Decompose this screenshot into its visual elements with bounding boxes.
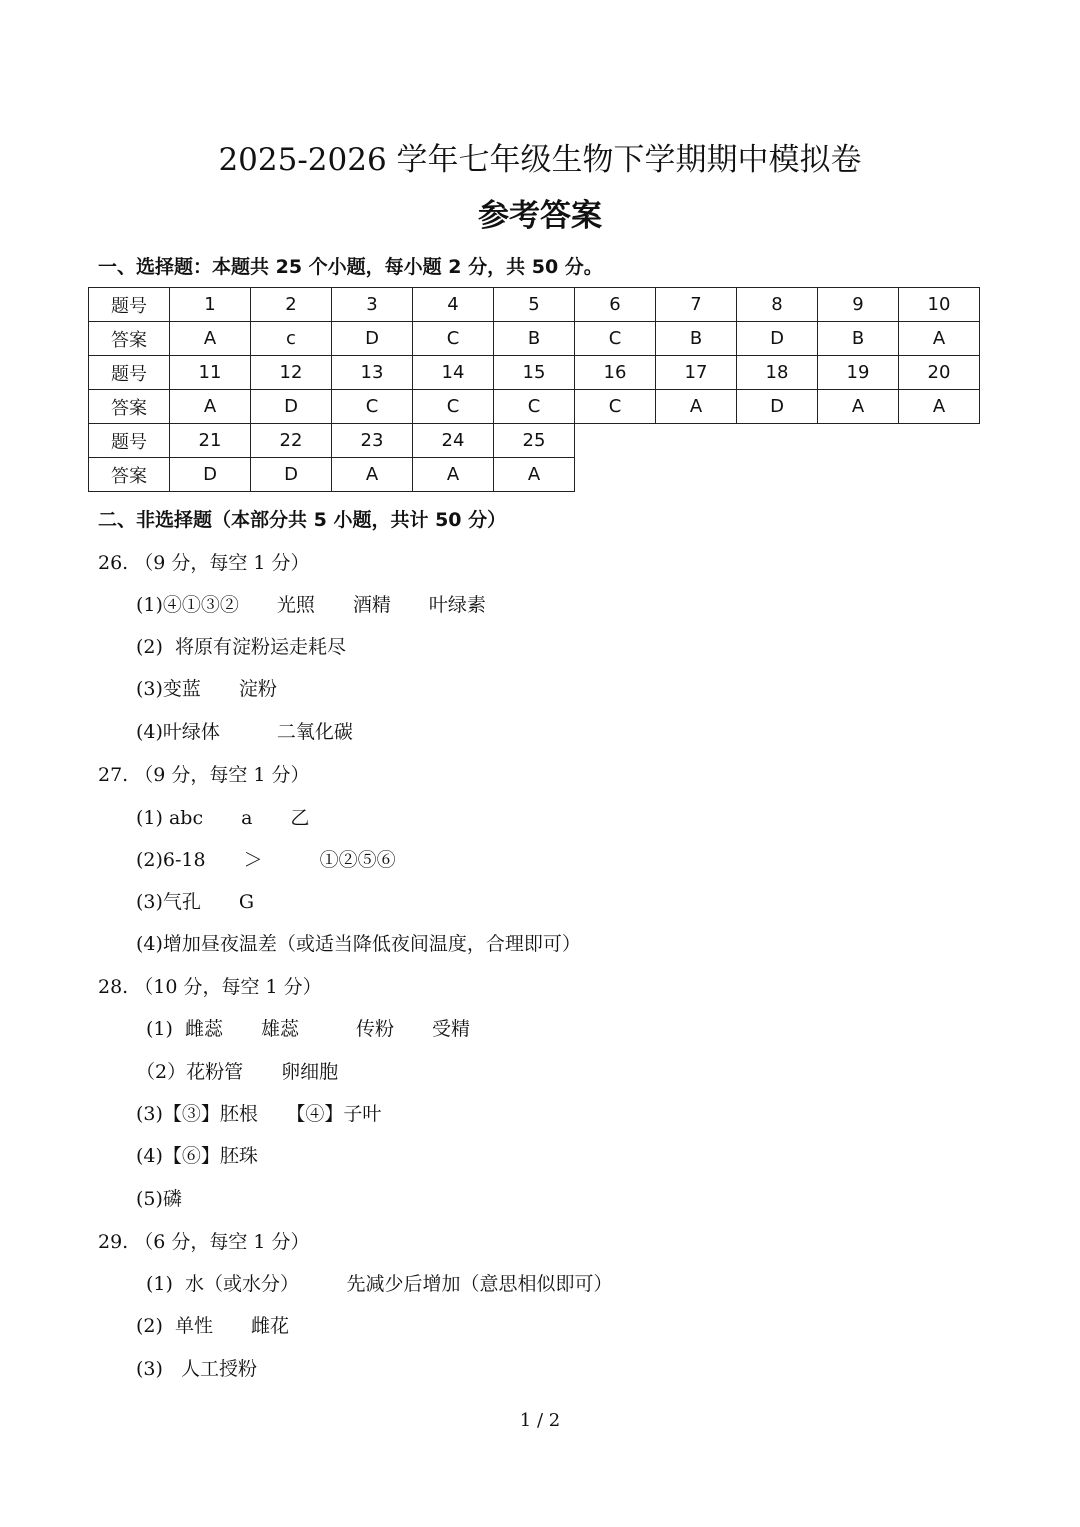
answer-cell: D [737, 390, 818, 424]
table-row [89, 390, 980, 424]
question-number: 21 [170, 424, 251, 458]
page-number: 1 / 2 [519, 1410, 561, 1431]
question-number-label: 题号 [89, 288, 170, 322]
question-number: 18 [737, 356, 818, 390]
answer-cell: D [251, 458, 332, 492]
empty-cell [818, 424, 899, 458]
answer-cell: A [170, 390, 251, 424]
empty-cell [737, 424, 818, 458]
answer-line: (4)叶绿体 二氧化碳 [136, 721, 353, 743]
question-number: 12 [251, 356, 332, 390]
answer-cell: D [170, 458, 251, 492]
question-number-label: 题号 [89, 356, 170, 390]
answer-line: (1) 雌蕊 雄蕊 传粉 受精 [146, 1018, 470, 1040]
answer-cell: C [494, 390, 575, 424]
answer-cell: D [737, 322, 818, 356]
empty-cell [575, 458, 656, 492]
question-header-27: 27. （9 分，每空 1 分） [98, 764, 310, 786]
answer-label: 答案 [89, 458, 170, 492]
question-number: 22 [251, 424, 332, 458]
answer-cell: B [494, 322, 575, 356]
question-number: 9 [818, 288, 899, 322]
answer-line: (3)变蓝 淀粉 [136, 678, 277, 700]
section-heading-choice: 一、选择题：本题共 25 个小题，每小题 2 分，共 50 分。 [98, 256, 603, 278]
answer-line: (3)【③】胚根 【④】子叶 [136, 1103, 382, 1125]
question-number: 3 [332, 288, 413, 322]
answer-label: 答案 [89, 322, 170, 356]
answer-line: (4)【⑥】胚珠 [136, 1145, 258, 1167]
question-header-29: 29. （6 分，每空 1 分） [98, 1231, 310, 1253]
answer-cell: A [413, 458, 494, 492]
answer-line: (2) 单性 雌花 [136, 1315, 289, 1337]
question-header-28: 28. （10 分，每空 1 分） [98, 976, 322, 998]
table-row [89, 322, 980, 356]
question-number: 5 [494, 288, 575, 322]
question-number: 25 [494, 424, 575, 458]
answer-cell: A [899, 390, 980, 424]
answer-line: (2)6-18 ＞ ①②⑤⑥ [136, 849, 396, 871]
question-number: 1 [170, 288, 251, 322]
answer-line: (3)气孔 G [136, 891, 255, 913]
answer-table [88, 287, 980, 492]
table-row [89, 458, 980, 492]
answer-cell: A [170, 322, 251, 356]
answer-cell: B [818, 322, 899, 356]
question-number: 11 [170, 356, 251, 390]
answer-cell: C [413, 390, 494, 424]
answer-cell: c [251, 322, 332, 356]
answer-cell: A [656, 390, 737, 424]
empty-cell [656, 458, 737, 492]
question-number: 20 [899, 356, 980, 390]
answer-cell: A [818, 390, 899, 424]
answer-line: （2）花粉管 卵细胞 [136, 1061, 339, 1083]
answer-cell: A [332, 458, 413, 492]
question-number: 23 [332, 424, 413, 458]
empty-cell [899, 424, 980, 458]
question-number: 14 [413, 356, 494, 390]
question-number-label: 题号 [89, 424, 170, 458]
answer-cell: D [332, 322, 413, 356]
empty-cell [818, 458, 899, 492]
table-row [89, 356, 980, 390]
answer-cell: C [575, 322, 656, 356]
answer-cell: C [332, 390, 413, 424]
question-number: 17 [656, 356, 737, 390]
question-number: 13 [332, 356, 413, 390]
question-number: 24 [413, 424, 494, 458]
table-row [89, 288, 980, 322]
question-number: 6 [575, 288, 656, 322]
empty-cell [575, 424, 656, 458]
question-number: 15 [494, 356, 575, 390]
answer-label: 答案 [89, 390, 170, 424]
question-number: 4 [413, 288, 494, 322]
empty-cell [899, 458, 980, 492]
answer-cell: B [656, 322, 737, 356]
answer-line: (1) 水（或水分） 先减少后增加（意思相似即可） [146, 1273, 613, 1295]
answer-line: (3) 人工授粉 [136, 1358, 258, 1380]
page-title: 2025-2026 学年七年级生物下学期期中模拟卷 [218, 142, 862, 178]
empty-cell [656, 424, 737, 458]
section-heading-nonchoice: 二、非选择题（本部分共 5 小题，共计 50 分） [98, 509, 507, 531]
question-number: 2 [251, 288, 332, 322]
question-number: 19 [818, 356, 899, 390]
question-number: 10 [899, 288, 980, 322]
answer-line: (4)增加昼夜温差（或适当降低夜间温度，合理即可） [136, 933, 581, 955]
empty-cell [737, 458, 818, 492]
answer-line: (5)磷 [136, 1188, 182, 1210]
answer-cell: C [575, 390, 656, 424]
question-number: 8 [737, 288, 818, 322]
question-header-26: 26. （9 分，每空 1 分） [98, 552, 310, 574]
answer-line: (1)④①③② 光照 酒精 叶绿素 [136, 594, 486, 616]
page-subtitle: 参考答案 [478, 198, 602, 234]
answer-cell: A [494, 458, 575, 492]
question-number: 7 [656, 288, 737, 322]
question-number: 16 [575, 356, 656, 390]
answer-cell: A [899, 322, 980, 356]
table-row [89, 424, 980, 458]
answer-cell: D [251, 390, 332, 424]
answer-line: (1) abc a 乙 [136, 807, 310, 829]
answer-line: (2) 将原有淀粉运走耗尽 [136, 636, 346, 658]
answer-cell: C [413, 322, 494, 356]
